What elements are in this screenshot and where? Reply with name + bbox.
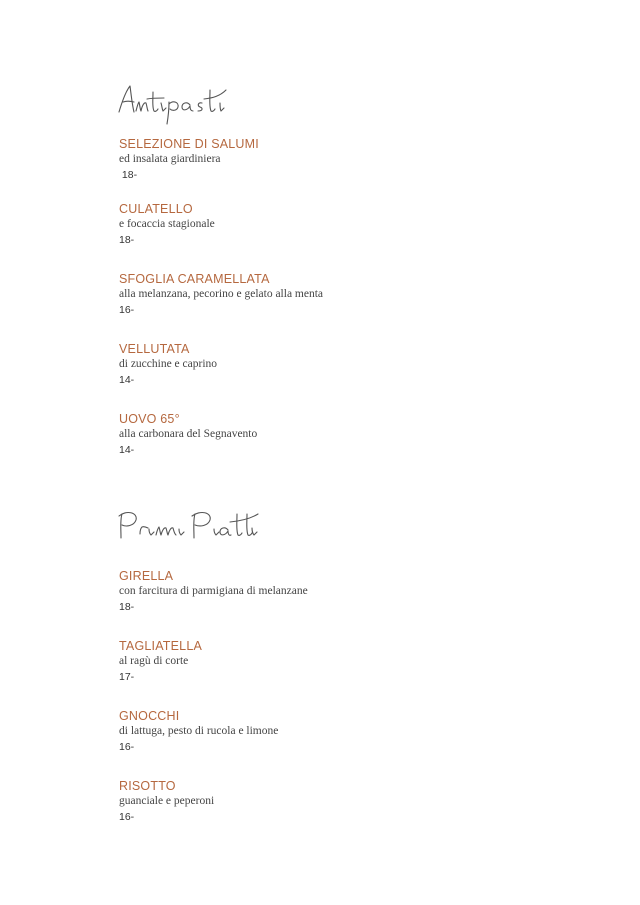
dish-item [119,341,539,388]
dish-name: GNOCCHI [119,709,180,723]
dish-price: 16- [119,304,135,316]
dish-description: e focaccia stagionale [119,218,215,230]
dish-description: guanciale e peperoni [119,795,215,807]
dish-description: alla melanzana, pecorino e gelato alla menta [119,288,324,300]
dish-item [119,411,539,458]
dish-item [119,136,539,183]
section-title-antipasti [116,78,296,126]
dish-item [119,271,539,318]
dish-description: di lattuga, pesto di rucola e limone [119,725,279,737]
dish-name: SFOGLIA CARAMELLATA [119,272,270,286]
dish-price: 18- [119,234,135,246]
dish-description: alla carbonara del Segnavento [119,428,258,440]
dish-item [119,638,539,685]
dish-name: TAGLIATELLA [119,639,203,653]
dish-price: 17- [119,671,135,683]
section-title-primi-piatti [116,502,296,550]
dish-item [119,708,539,755]
dish-item [119,568,539,615]
dish-name: UOVO 65° [119,412,180,426]
dish-name: GIRELLA [119,569,174,583]
dish-price: 14- [119,374,135,386]
dish-price: 14- [119,444,135,456]
dish-item [119,778,539,825]
dish-description: ed insalata giardiniera [119,153,221,165]
dish-description: al ragù di corte [119,655,189,667]
dish-price: 18- [119,601,135,613]
dish-price: 16- [119,811,135,823]
dish-name: RISOTTO [119,779,176,793]
dish-description: di zucchine e caprino [119,358,218,370]
dish-price: 18- [119,169,138,181]
dish-name: VELLUTATA [119,342,190,356]
dish-description: con farcitura di parmigiana di melanzane [119,585,308,597]
antipasti-script-title [116,78,296,126]
dish-name: SELEZIONE DI SALUMI [119,137,259,151]
primi-piatti-script-title [116,502,296,550]
dish-price: 16- [119,741,135,753]
dish-name: CULATELLO [119,202,193,216]
dish-item [119,201,539,248]
